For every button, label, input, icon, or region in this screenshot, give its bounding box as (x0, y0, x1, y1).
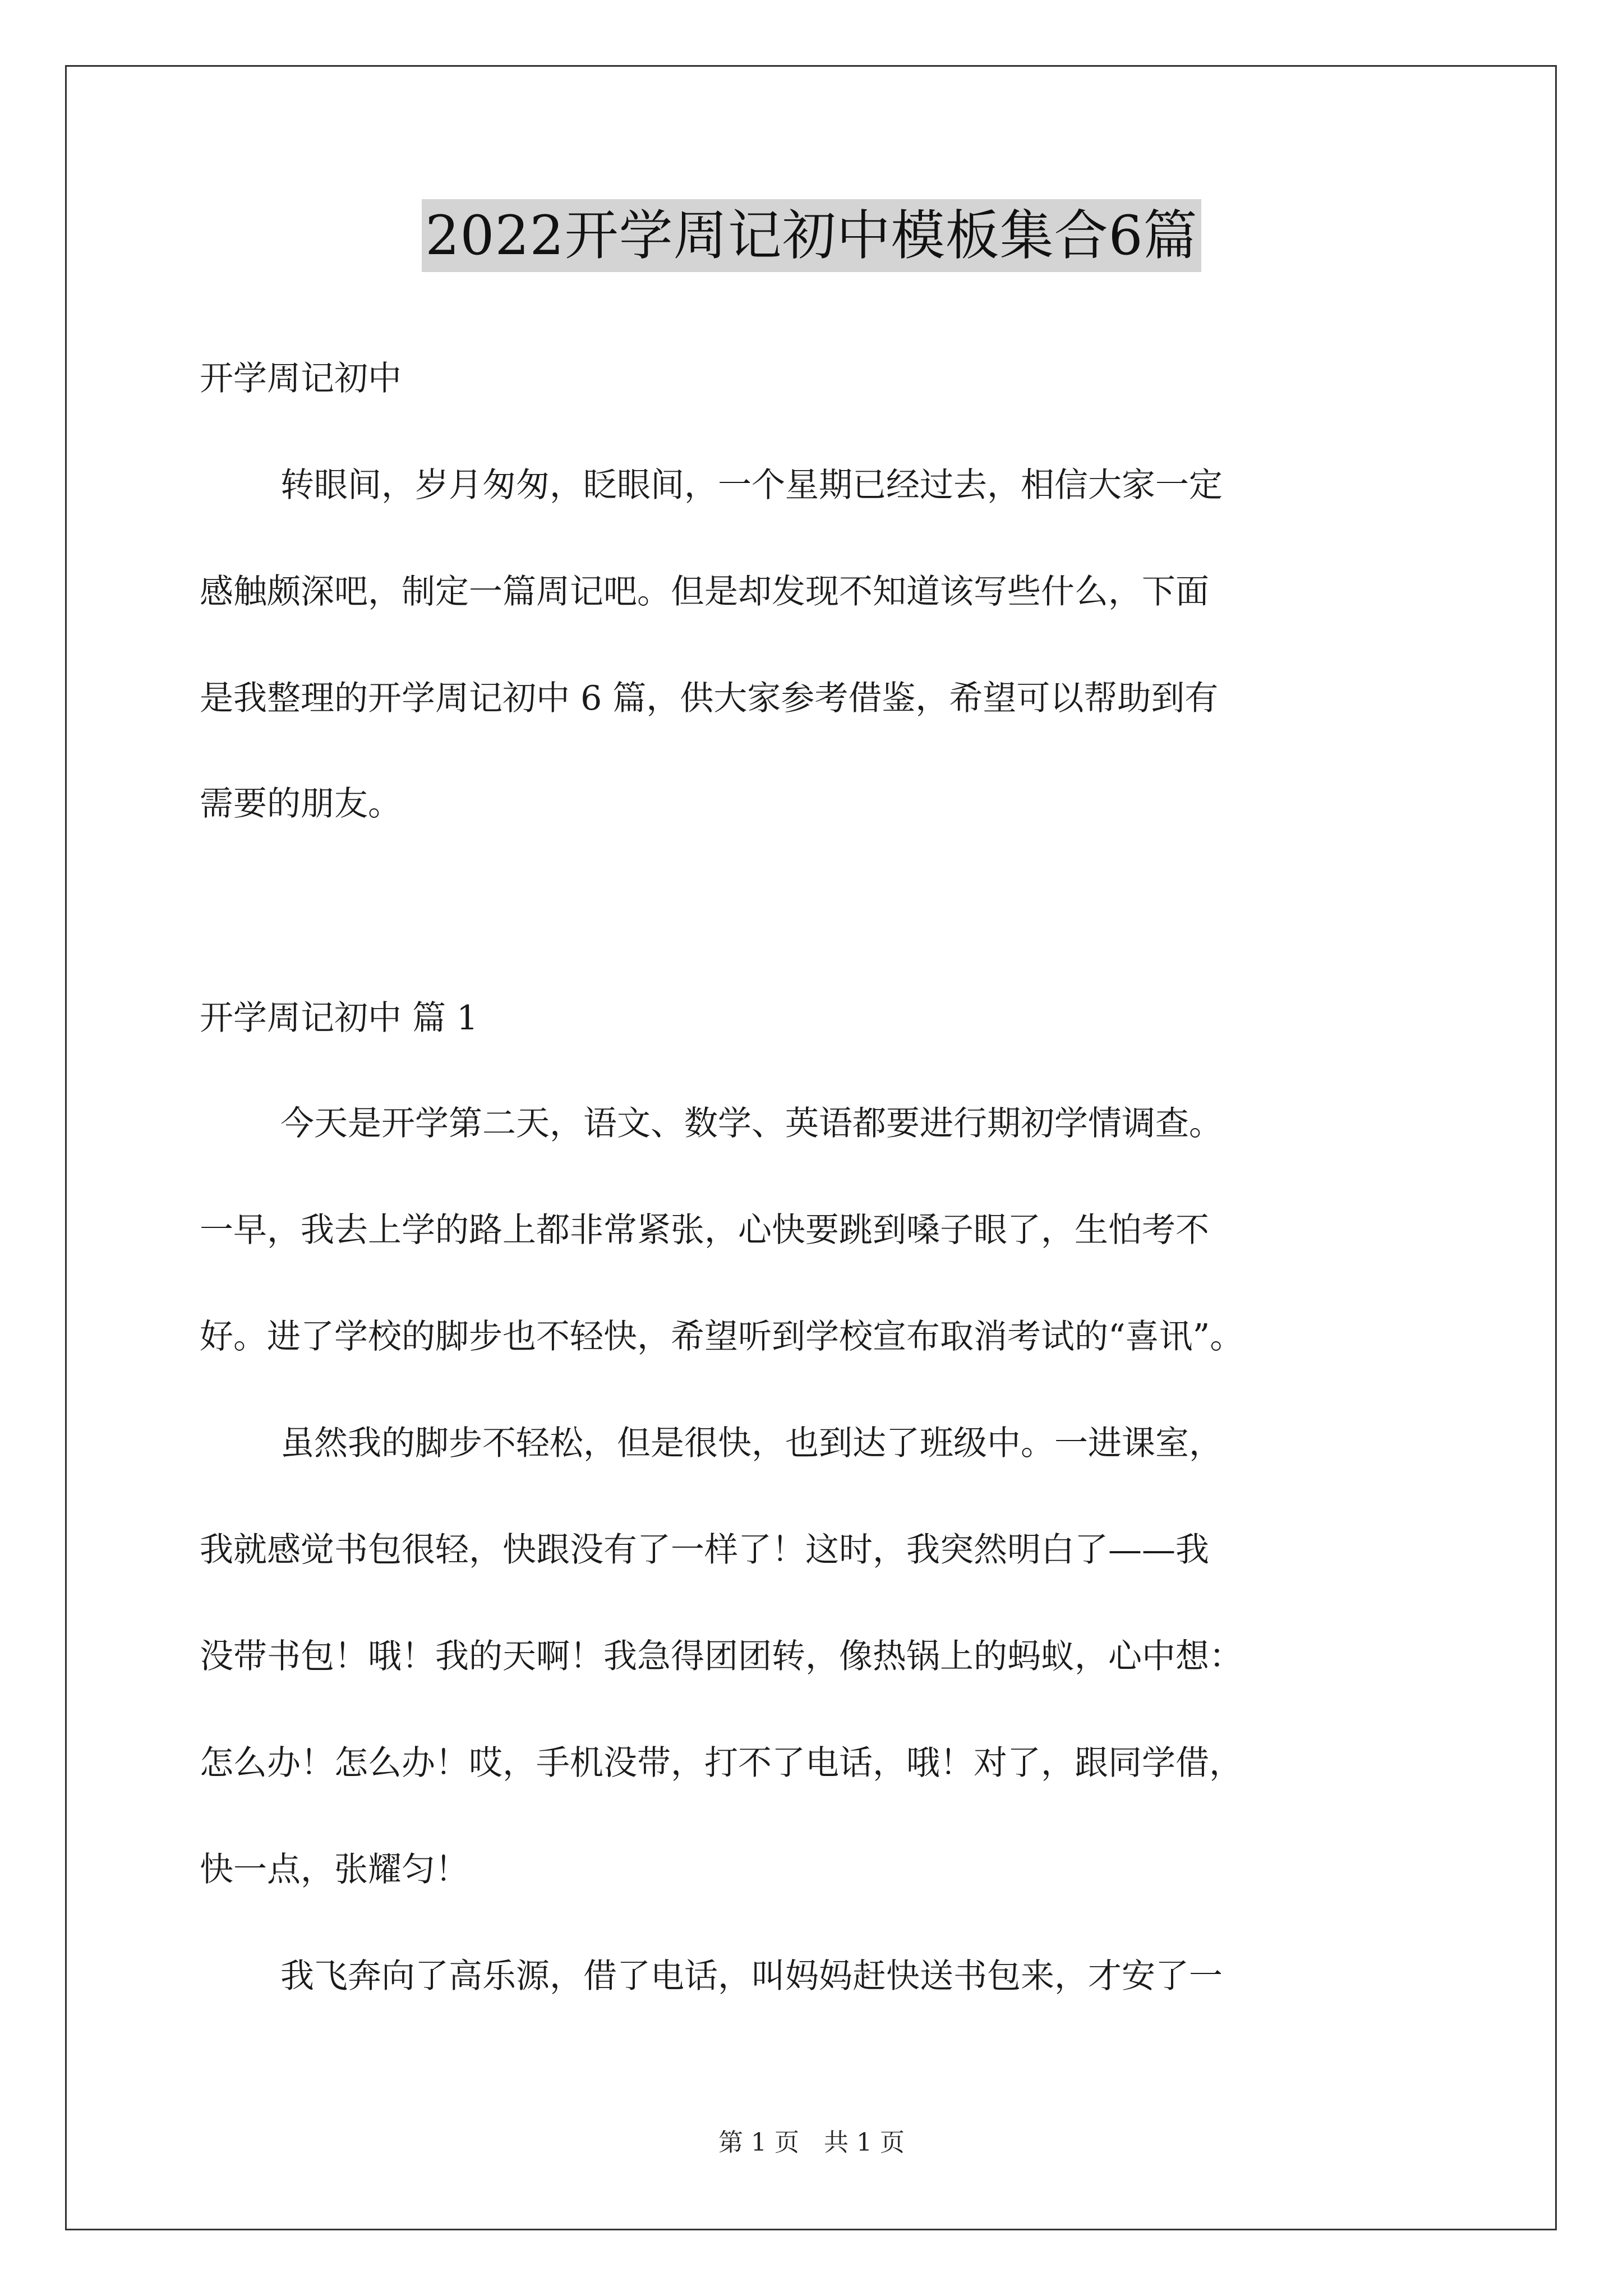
intro-line-2: 感触颇深吧，制定一篇周记吧。但是却发现不知道该写些什么，下面 (200, 572, 1209, 611)
intro-heading: 开学周记初中 (200, 359, 402, 398)
section1-line-2: 一早，我去上学的路上都非常紧张，心快要跳到嗓子眼了，生怕考不 (200, 1211, 1209, 1250)
section1-heading: 开学周记初中 篇 1 (200, 999, 478, 1038)
section1-line-6: 没带书包！哦！我的天啊！我急得团团转，像热锅上的蚂蚁，心中想： (200, 1637, 1243, 1676)
intro-line-4: 需要的朋友。 (200, 784, 402, 823)
section1-line-4: 虽然我的脚步不轻松，但是很快，也到达了班级中。一进课室， (280, 1424, 1223, 1463)
section1-line-3: 好。进了学校的脚步也不轻快，希望听到学校宣布取消考试的“喜讯”。 (200, 1317, 1244, 1356)
section1-line-1: 今天是开学第二天，语文、数学、英语都要进行期初学情调查。 (280, 1104, 1223, 1143)
section1-line-7: 怎么办！怎么办！哎，手机没带，打不了电话，哦！对了，跟同学借， (200, 1743, 1243, 1783)
intro-line-1: 转眼间，岁月匆匆，眨眼间，一个星期已经过去，相信大家一定 (280, 466, 1223, 505)
page-number-footer: 第 1 页 共 1 页 (718, 2128, 905, 2157)
section1-line-8: 快一点，张耀匀！ (200, 1850, 469, 1889)
section1-line-5: 我就感觉书包很轻，快跟没有了一样了！这时，我突然明白了——我 (200, 1530, 1209, 1570)
title-container (0, 199, 1623, 272)
intro-line-3: 是我整理的开学周记初中 6 篇，供大家参考借鉴，希望可以帮助到有 (200, 679, 1219, 718)
section1-line-9: 我飞奔向了高乐源，借了电话，叫妈妈赶快送书包来，才安了一 (280, 1957, 1223, 1996)
document-title: 2022开学周记初中模板集合6篇 (422, 199, 1201, 272)
